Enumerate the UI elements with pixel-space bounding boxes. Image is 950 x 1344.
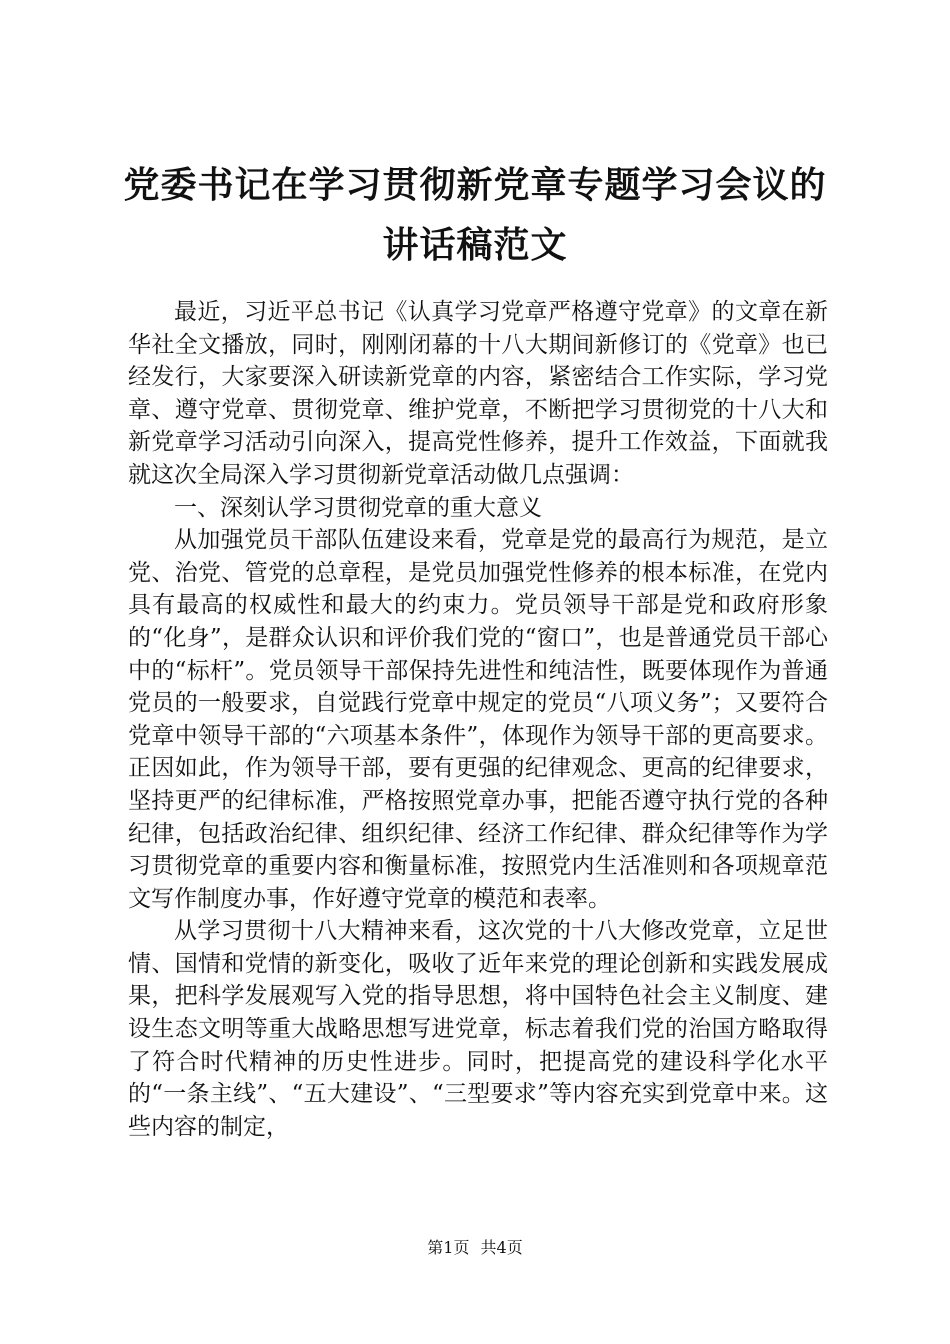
document-body [128,296,828,1143]
document-title: 党委书记在学习贯彻新党章专题学习会议的讲话稿范文 [123,164,827,266]
page-total: 共4页 [480,1238,523,1257]
page-footer [0,1238,950,1258]
intro-paragraph: 最近，习近平总书记《认真学习党章严格遵守党章》的文章在新华社全文播放，同时，刚刚闭幕的十八大期间新修订的《党章》也已经发行，大家要深入研读新党章的内容，紧密结合工作实际，学习党章、遵守党章、贯彻党章、维护党章，不断把学习贯彻党的十八大和新党章学习活动引向深入，提高党性修养，提升工作效益，下面就我就这次全局深入学习贯彻新党章活动做几点强调： [128,299,828,488]
section-heading: 一、深刻认学习贯彻党章的重大意义 [174,494,542,521]
page-number: 第1页 [427,1238,470,1257]
body-paragraph: 从加强党员干部队伍建设来看，党章是党的最高行为规范，是立党、治党、管党的总章程，是党员加强党性修养的根本标准，在党内具有最高的权威性和最大的约束力。党员领导干部是党和政府形象的“化身”，是群众认识和评价我们党的“窗口”，也是普通党员干部心中的“标杆”。党员领导干部保持先进性和纯洁性，既要体现作为普通党员的一般要求，自觉践行党章中规定的党员“八项义务”；又要符合党章中领导干部的“六项基本条件”，体现作为领导干部的更高要求。正因如此，作为领导干部，要有更强的纪律观念、更高的纪律要求，坚持更严的纪律标准，严格按照党章办事，把能否遵守执行党的各种纪律，包括政治纪律、组织纪律、经济工作纪律、群众纪律等作为学习贯彻党章的重要内容和衡量标准，按照党内生活准则和各项规章范文写作制度办事，作好遵守党章的模范和表率。 [128,527,828,912]
body-paragraph: 从学习贯彻十八大精神来看，这次党的十八大修改党章，立足世情、国情和党情的新变化，吸收了近年来党的理论创新和实践发展成果，把科学发展观写入党的指导思想，将中国特色社会主义制度、建设生态文明等重大战略思想写进党章，标志着我们党的治国方略取得了符合时代精神的历史性进步。同时，把提高党的建设科学化水平的“一条主线”、“五大建设”、“三型要求”等内容充实到党章中来。这些内容的制定， [128,918,828,1140]
